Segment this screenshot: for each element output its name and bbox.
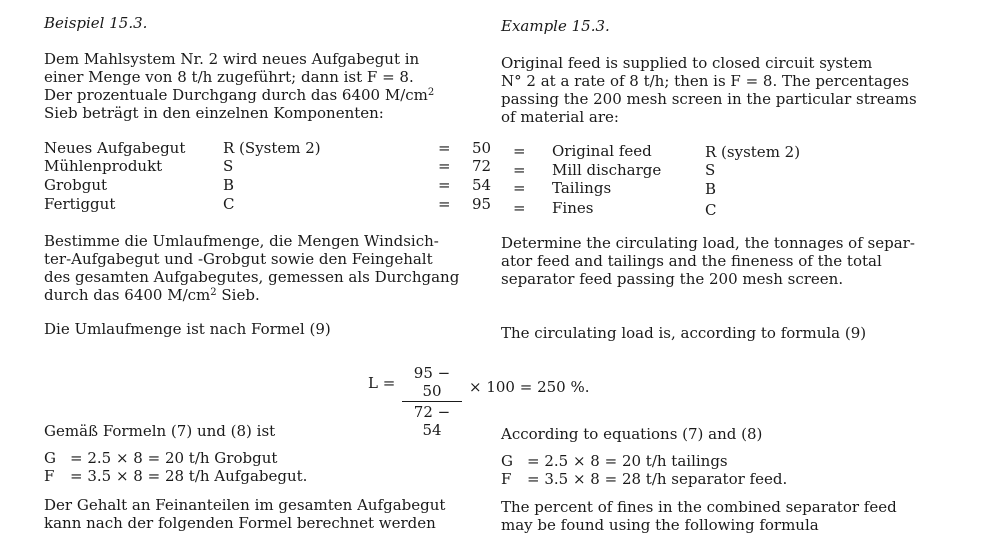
percent-value: 54 — [472, 176, 492, 194]
equals-sign: = — [513, 142, 526, 160]
equation-symbol: F — [44, 467, 55, 485]
de-task-line — [44, 286, 464, 304]
en-g-equation — [501, 452, 921, 470]
german-intro-paragraph — [44, 50, 464, 122]
formula-rhs: × 100 = 250 %. — [469, 378, 590, 396]
en-task-line: separator feed passing the 200 mesh screen. — [501, 270, 844, 288]
de-task-line: Bestimme die Umlaufmenge, die Mengen Windsich- — [44, 232, 439, 250]
de-task-line: des gesamten Aufgabegutes, gemessen als Durchgang — [44, 268, 460, 286]
de-fines-line: Der Gehalt an Feinanteilen im gesamten Aufgabegut — [44, 496, 446, 514]
table-row — [0, 157, 991, 179]
de-intro-line: Dem Mahlsystem Nr. 2 wird neues Aufgabegut in — [44, 50, 420, 68]
equals-sign: = — [513, 179, 526, 197]
german-fines-paragraph — [44, 496, 464, 532]
equals-sign: = — [438, 139, 451, 157]
english-intro-paragraph — [501, 54, 921, 126]
en-task-line: Determine the circulating load, the tonnages of separ- — [501, 234, 915, 252]
en-intro-line: Original feed is supplied to closed circuit system — [501, 54, 873, 72]
de-component-code: R (System 2) — [223, 139, 321, 157]
en-fines-line: The percent of fines in the combined separator feed — [501, 498, 897, 516]
de-task-line: ter-Aufgabegut und -Grobgut sowie den Feingehalt — [44, 250, 433, 268]
en-task-line: ator feed and tailings and the fineness of the total — [501, 252, 882, 270]
equals-sign: = — [438, 176, 451, 194]
formula-denominator: 72 − 54 — [413, 403, 451, 439]
en-component-code: C — [705, 201, 717, 219]
de-component-code: S — [223, 157, 234, 175]
formula-lhs: L = — [368, 374, 396, 392]
de-f-equation — [44, 467, 464, 485]
en-intro-line: passing the 200 mesh screen in the particular streams — [501, 90, 917, 108]
de-intro-line-text: Der prozentuale Durchgang durch das 6400 M/cm — [44, 86, 428, 104]
equation-symbol: G — [501, 452, 513, 470]
english-fines-paragraph — [501, 498, 921, 534]
equation-symbol: G — [44, 449, 56, 467]
formula-numerator: 95 − 50 — [413, 364, 451, 400]
equation-symbol: F — [501, 470, 512, 488]
de-intro-line: Sieb beträgt in den einzelnen Komponenten: — [44, 104, 384, 122]
de-task-line-text: durch das 6400 M/cm — [44, 286, 211, 304]
equals-sign: = — [513, 199, 526, 217]
de-according-text: Gemäß Formeln (7) und (8) ist — [44, 422, 276, 440]
english-example-title: Example 15.3. — [501, 17, 610, 35]
en-component-code: S — [705, 161, 716, 179]
en-f-equation — [501, 470, 921, 488]
de-intro-line — [44, 86, 464, 104]
de-component-code: B — [223, 176, 235, 194]
superscript: 2 — [427, 87, 435, 98]
fraction-bar — [402, 401, 462, 402]
german-example-title: Beispiel 15.3. — [44, 14, 148, 32]
en-component-name: Mill discharge — [552, 161, 662, 179]
german-task-paragraph — [44, 232, 464, 304]
equals-sign: = — [438, 195, 451, 213]
en-component-name: Original feed — [552, 142, 652, 160]
table-row — [0, 176, 991, 198]
percent-value: 95 — [472, 195, 492, 213]
de-task-line-text: Sieb. — [216, 286, 260, 304]
percent-value: 72 — [472, 157, 492, 175]
en-component-name: Fines — [552, 199, 594, 217]
en-component-code: R (system 2) — [705, 143, 801, 161]
de-component-name: Grobgut — [44, 176, 108, 194]
superscript: 2 — [210, 287, 217, 298]
de-circulating-load-text: Die Umlaufmenge ist nach Formel (9) — [44, 320, 331, 338]
en-according-text: According to equations (7) and (8) — [501, 425, 763, 443]
equation-expression: = 2.5 × 8 = 20 t/h tailings — [527, 452, 728, 470]
de-component-name: Fertiggut — [44, 195, 116, 213]
equation-expression: = 3.5 × 8 = 28 t/h separator feed. — [527, 470, 788, 488]
de-component-name: Mühlenprodukt — [44, 157, 163, 175]
equation-expression: = 2.5 × 8 = 20 t/h Grobgut — [70, 449, 278, 467]
de-component-name: Neues Aufgabegut — [44, 139, 186, 157]
table-row — [0, 139, 991, 161]
en-intro-line: of material are: — [501, 108, 619, 126]
english-task-paragraph — [501, 234, 921, 288]
percent-value: 50 — [472, 139, 492, 157]
en-circulating-load-text: The circulating load is, according to formula (9) — [501, 324, 867, 342]
table-row — [0, 195, 991, 219]
en-component-name: Tailings — [552, 179, 612, 197]
de-component-code: C — [223, 195, 235, 213]
equals-sign: = — [513, 161, 526, 179]
en-component-code: B — [705, 180, 717, 198]
formula-fraction — [402, 364, 462, 439]
en-intro-line: N° 2 at a rate of 8 t/h; then is F = 8. The percentages — [501, 72, 910, 90]
equation-expression: = 3.5 × 8 = 28 t/h Aufgabegut. — [70, 467, 308, 485]
equals-sign: = — [438, 157, 451, 175]
en-fines-line: may be found using the following formula — [501, 516, 819, 534]
de-intro-line: einer Menge von 8 t/h zugeführt; dann ist F = 8. — [44, 68, 414, 86]
de-g-equation — [44, 449, 464, 467]
de-fines-line: kann nach der folgenden Formel berechnet werden — [44, 514, 436, 532]
